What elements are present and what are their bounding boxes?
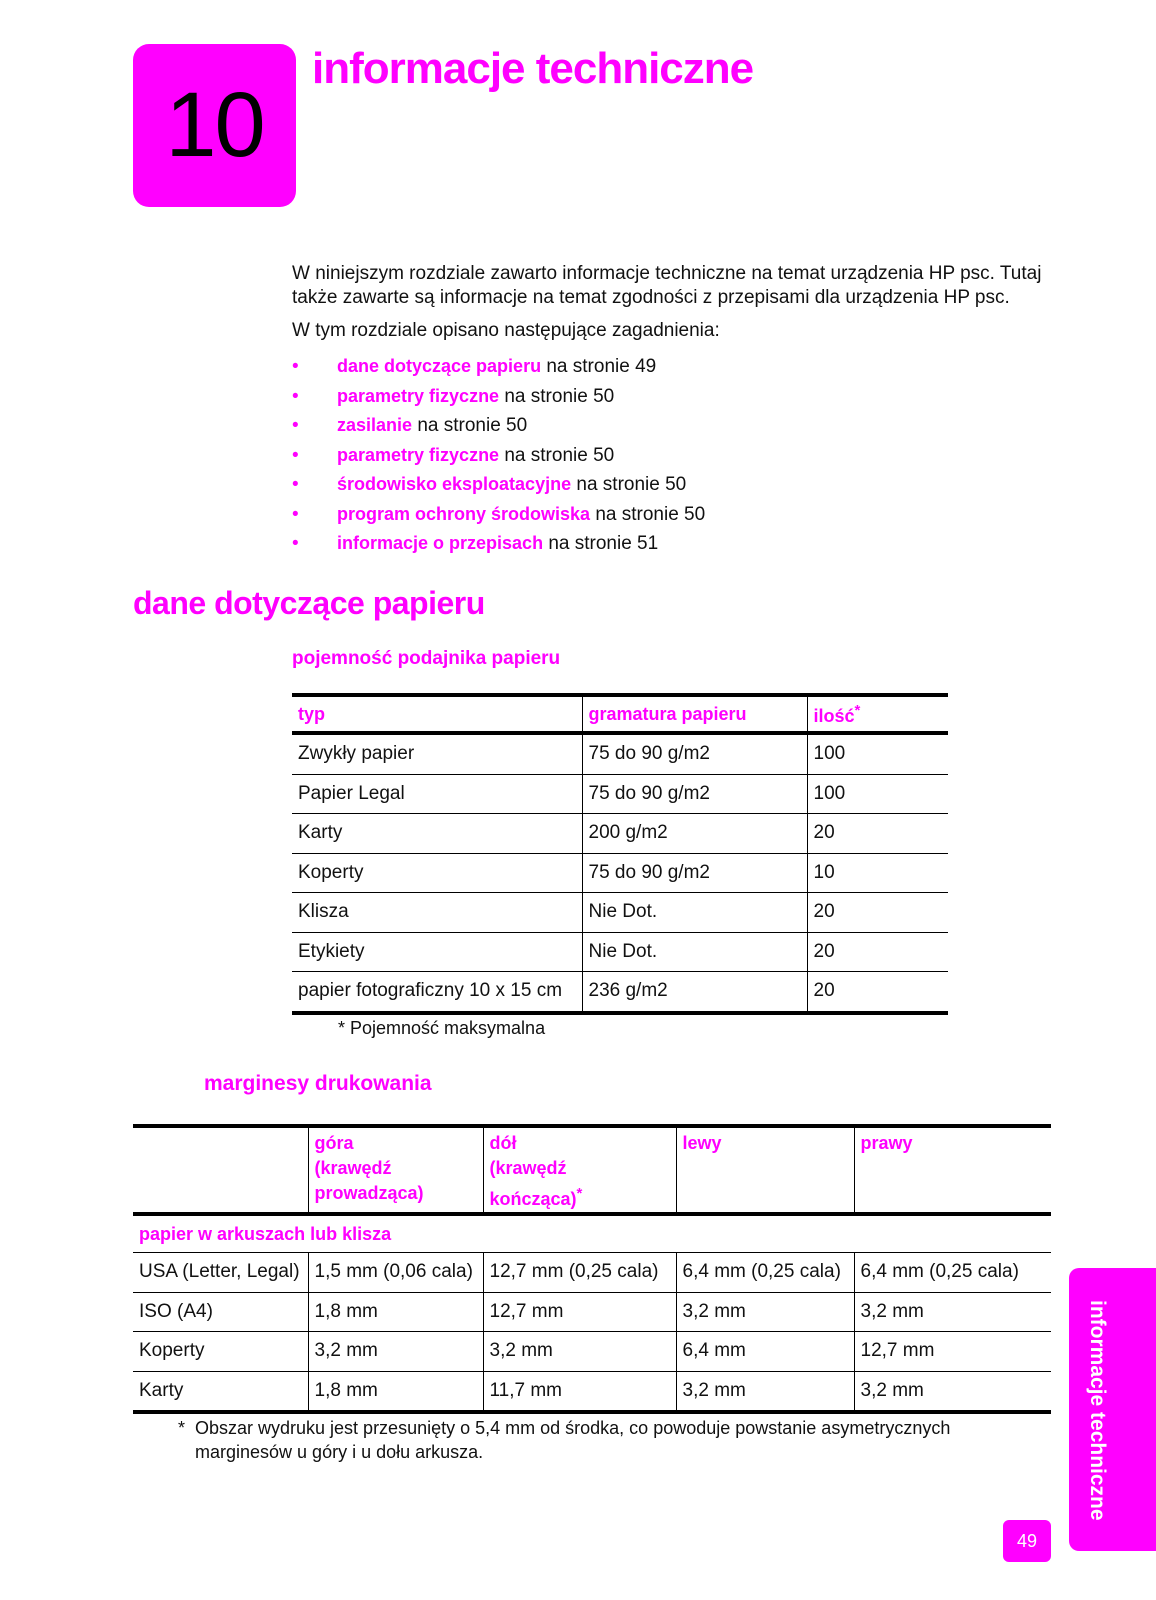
toc-page-ref: na stronie 50	[590, 503, 706, 525]
cell-right: 12,7 mm	[854, 1332, 1051, 1372]
cell-quantity: 20	[807, 932, 948, 972]
bullet-icon: •	[292, 503, 299, 525]
section-title: dane dotyczące papieru	[133, 585, 485, 621]
header-top-line-2: (krawędź	[314, 1158, 392, 1178]
header-right: prawy	[854, 1126, 1051, 1214]
chapter-title: informacje techniczne	[312, 44, 754, 93]
bullet-icon: •	[292, 415, 299, 436]
toc-item	[292, 500, 1052, 530]
bullet-icon: •	[292, 356, 299, 377]
table-row	[133, 1253, 1051, 1293]
table-row	[292, 733, 948, 774]
table-header-row	[292, 695, 948, 733]
header-top-line-3: prowadząca)	[314, 1183, 424, 1203]
cell-type: Zwykły papier	[292, 733, 582, 774]
bullet-icon: •	[292, 385, 299, 407]
toc-link[interactable]: zasilanie	[337, 415, 413, 435]
toc-link[interactable]: program ochrony środowiska	[337, 503, 591, 524]
cell-left: 3,2 mm	[676, 1292, 854, 1332]
table-row	[292, 893, 948, 933]
group-label: papier w arkuszach lub klisza	[133, 1214, 1051, 1253]
toc-page-ref: na stronie 50	[499, 444, 615, 466]
cell-right: 6,4 mm (0,25 cala)	[854, 1253, 1051, 1293]
cell-bottom: 12,7 mm (0,25 cala)	[483, 1253, 676, 1293]
page-number	[1003, 1520, 1051, 1562]
cell-type: papier fotograficzny 10 x 15 cm	[292, 972, 582, 1013]
intro	[292, 262, 1052, 559]
cell-left: 6,4 mm (0,25 cala)	[676, 1253, 854, 1293]
cell-type: Koperty	[292, 853, 582, 893]
cell-media: Karty	[133, 1371, 308, 1412]
table-row	[292, 972, 948, 1013]
toc-page-ref: na stronie 51	[543, 533, 659, 554]
cell-type: Etykiety	[292, 932, 582, 972]
cell-right: 3,2 mm	[854, 1292, 1051, 1332]
margins-heading: marginesy drukowania	[204, 1072, 432, 1095]
cell-top: 1,8 mm	[308, 1371, 483, 1412]
cell-weight: 75 do 90 g/m2	[582, 853, 807, 893]
bullet-icon: •	[292, 533, 299, 554]
toc-item	[292, 411, 1052, 441]
cell-quantity: 20	[807, 814, 948, 854]
cell-right: 3,2 mm	[854, 1371, 1051, 1412]
toc-link[interactable]: parametry fizyczne	[337, 444, 500, 465]
table-row	[292, 814, 948, 854]
cell-weight: 200 g/m2	[582, 814, 807, 854]
header-quantity-label: ilość	[813, 705, 855, 726]
cell-weight: 236 g/m2	[582, 972, 807, 1013]
cell-media: USA (Letter, Legal)	[133, 1253, 308, 1293]
print-margins-table	[133, 1124, 1051, 1414]
toc-page-ref: na stronie 49	[541, 356, 657, 377]
header-bottom-line-2: (krawędź	[489, 1158, 567, 1178]
cell-top: 3,2 mm	[308, 1332, 483, 1372]
table-row	[292, 774, 948, 814]
chapter-side-tab	[1069, 1268, 1156, 1551]
toc-item	[292, 382, 1052, 412]
cell-bottom: 12,7 mm	[483, 1292, 676, 1332]
intro-paragraph-2: W tym rozdziale opisano następujące zagadnienia:	[292, 320, 720, 341]
header-bottom-line-3: kończąca)	[489, 1189, 577, 1209]
bullet-icon: •	[292, 444, 299, 466]
capacity-footnote: * Pojemność maksymalna	[338, 1018, 546, 1038]
footnote-mark: *	[178, 1418, 186, 1438]
cell-top: 1,8 mm	[308, 1292, 483, 1332]
table-row	[133, 1292, 1051, 1332]
cell-type: Papier Legal	[292, 774, 582, 814]
cell-quantity: 100	[807, 733, 948, 774]
cell-bottom: 3,2 mm	[483, 1332, 676, 1372]
toc-link[interactable]: dane dotyczące papieru	[337, 356, 542, 376]
header-bottom	[483, 1126, 676, 1214]
footnote-mark: *	[576, 1185, 583, 1202]
cell-quantity: 20	[807, 972, 948, 1013]
cell-quantity: 20	[807, 893, 948, 933]
intro-paragraph-1: W niniejszym rozdziale zawarto informacje techniczne na temat urządzenia HP psc. Tutaj także zawarte są informacje na temat zgodności z przepisami dla urządzenia HP psc.	[292, 263, 1042, 308]
cell-left: 6,4 mm	[676, 1332, 854, 1372]
toc-item	[292, 529, 1052, 559]
cell-media: Koperty	[133, 1332, 308, 1372]
table-header-row	[133, 1126, 1051, 1214]
chapter-number-badge	[133, 44, 296, 207]
table-row	[292, 932, 948, 972]
margins-footnote-text: Obszar wydruku jest przesunięty o 5,4 mm od środka, co powoduje powstanie asymetrycznych marginesów u góry i u dołu arkusza.	[195, 1418, 951, 1462]
paper-capacity-table	[292, 693, 948, 1015]
cell-quantity: 10	[807, 853, 948, 893]
table-row	[133, 1332, 1051, 1372]
cell-quantity: 100	[807, 774, 948, 814]
header-bottom-line-1: dół	[489, 1133, 517, 1153]
cell-weight: 75 do 90 g/m2	[582, 774, 807, 814]
table-row	[133, 1371, 1051, 1412]
group-row	[133, 1214, 1051, 1253]
toc-item	[292, 441, 1052, 471]
cell-weight: 75 do 90 g/m2	[582, 733, 807, 774]
header-top	[308, 1126, 483, 1214]
toc-list	[292, 352, 1052, 559]
toc-link[interactable]: środowisko eksploatacyjne	[337, 474, 572, 494]
toc-page-ref: na stronie 50	[499, 385, 615, 407]
side-tab-label: informacje techniczne	[1086, 1300, 1109, 1521]
table-row	[292, 853, 948, 893]
bullet-icon: •	[292, 474, 299, 495]
cell-weight: Nie Dot.	[582, 932, 807, 972]
toc-link[interactable]: informacje o przepisach	[337, 533, 544, 553]
toc-page-ref: na stronie 50	[412, 415, 528, 436]
toc-item	[292, 352, 1052, 382]
header-weight: gramatura papieru	[582, 695, 807, 733]
cell-weight: Nie Dot.	[582, 893, 807, 933]
cell-top: 1,5 mm (0,06 cala)	[308, 1253, 483, 1293]
cell-media: ISO (A4)	[133, 1292, 308, 1332]
cell-type: Klisza	[292, 893, 582, 933]
cell-bottom: 11,7 mm	[483, 1371, 676, 1412]
header-left: lewy	[676, 1126, 854, 1214]
toc-link[interactable]: parametry fizyczne	[337, 385, 500, 406]
toc-item	[292, 470, 1052, 500]
toc-page-ref: na stronie 50	[571, 474, 687, 495]
header-quantity	[807, 695, 948, 733]
footnote-mark: *	[854, 701, 861, 719]
margins-footnote	[178, 1416, 1038, 1464]
header-empty	[133, 1126, 308, 1214]
capacity-heading: pojemność podajnika papieru	[292, 648, 561, 669]
header-top-line-1: góra	[314, 1133, 354, 1153]
chapter-number: 10	[165, 74, 264, 176]
page-number-label: 49	[1016, 1530, 1038, 1551]
header-type: typ	[292, 695, 582, 733]
cell-left: 3,2 mm	[676, 1371, 854, 1412]
cell-type: Karty	[292, 814, 582, 854]
